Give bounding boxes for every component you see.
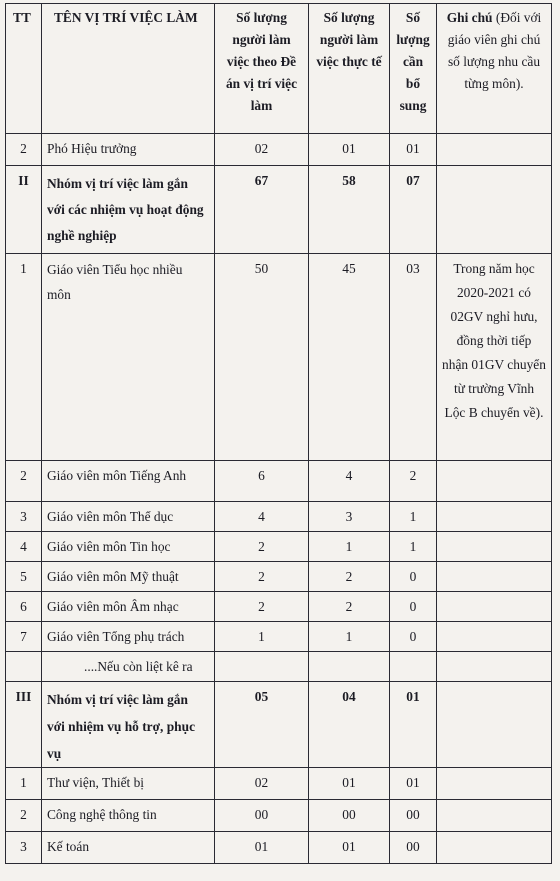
row-planned: 67 (215, 166, 309, 254)
row-tt: 7 (6, 622, 42, 652)
row-supplement: 03 (390, 254, 437, 461)
row-supplement: 0 (390, 592, 437, 622)
table-header-row (6, 4, 552, 134)
row-name: Kế toán (42, 832, 215, 864)
row-tt: 6 (6, 592, 42, 622)
row-actual: 2 (309, 562, 390, 592)
row-note (437, 768, 552, 800)
header-position-name: TÊN VỊ TRÍ VIỆC LÀM (42, 4, 215, 134)
table-row (6, 532, 552, 562)
table-row (6, 832, 552, 864)
row-actual: 45 (309, 254, 390, 461)
row-planned: 1 (215, 622, 309, 652)
row-tt: 2 (6, 134, 42, 166)
row-note (437, 800, 552, 832)
row-supplement: 1 (390, 532, 437, 562)
row-supplement: 01 (390, 134, 437, 166)
row-supplement (390, 652, 437, 682)
header-actual: Số lượng người làm việc thực tế (309, 4, 390, 134)
row-planned: 2 (215, 592, 309, 622)
row-note: Trong năm học 2020-2021 có 02GV nghỉ hưu, đồng thời tiếp nhận 01GV chuyển từ trường Vĩnh Lộc B chuyển về). (437, 254, 552, 461)
table-row (6, 768, 552, 800)
header-supplement: Số lượng cần bổ sung (390, 4, 437, 134)
table-row (6, 652, 552, 682)
row-note (437, 652, 552, 682)
row-tt (6, 652, 42, 682)
row-actual: 01 (309, 768, 390, 800)
row-name: Giáo viên môn Tin học (42, 532, 215, 562)
row-note (437, 134, 552, 166)
row-planned: 6 (215, 461, 309, 502)
row-supplement: 1 (390, 502, 437, 532)
table-row (6, 254, 552, 461)
row-tt: 4 (6, 532, 42, 562)
row-supplement: 0 (390, 562, 437, 592)
row-actual: 4 (309, 461, 390, 502)
header-note (437, 4, 552, 134)
row-supplement: 2 (390, 461, 437, 502)
row-name: Nhóm vị trí việc làm gắn với các nhiệm vụ hoạt động nghề nghiệp (42, 166, 215, 254)
table-row (6, 134, 552, 166)
row-actual: 01 (309, 832, 390, 864)
row-tt: III (6, 682, 42, 768)
row-name: Giáo viên môn Mỹ thuật (42, 562, 215, 592)
row-actual: 1 (309, 532, 390, 562)
row-name: Nhóm vị trí việc làm gắn với nhiệm vụ hỗ trợ, phục vụ (42, 682, 215, 768)
row-note (437, 592, 552, 622)
row-note (437, 832, 552, 864)
row-name: Giáo viên Tổng phụ trách (42, 622, 215, 652)
row-note (437, 562, 552, 592)
header-planned: Số lượng người làm việc theo Đề án vị trí việc làm (215, 4, 309, 134)
row-planned: 2 (215, 562, 309, 592)
row-planned: 01 (215, 832, 309, 864)
row-planned: 2 (215, 532, 309, 562)
row-tt: 1 (6, 254, 42, 461)
row-tt: 5 (6, 562, 42, 592)
row-tt: 2 (6, 461, 42, 502)
row-tt: 1 (6, 768, 42, 800)
table-row (6, 461, 552, 502)
row-actual: 3 (309, 502, 390, 532)
row-supplement: 0 (390, 622, 437, 652)
row-planned (215, 652, 309, 682)
row-tt: 2 (6, 800, 42, 832)
row-note (437, 682, 552, 768)
row-supplement: 07 (390, 166, 437, 254)
row-name: Giáo viên môn Tiếng Anh (42, 461, 215, 502)
row-tt: 3 (6, 502, 42, 532)
row-planned: 02 (215, 768, 309, 800)
table-row (6, 800, 552, 832)
row-planned: 02 (215, 134, 309, 166)
row-name: Thư viện, Thiết bị (42, 768, 215, 800)
table-row (6, 622, 552, 652)
row-name: Giáo viên môn Thể dục (42, 502, 215, 532)
row-planned: 00 (215, 800, 309, 832)
row-actual: 04 (309, 682, 390, 768)
row-supplement: 00 (390, 832, 437, 864)
staffing-table (5, 3, 552, 864)
row-planned: 50 (215, 254, 309, 461)
row-name: ....Nếu còn liệt kê ra (42, 652, 215, 682)
row-planned: 05 (215, 682, 309, 768)
table-row (6, 502, 552, 532)
header-note-bold: Ghi chú (446, 10, 493, 25)
row-actual: 1 (309, 622, 390, 652)
table-row (6, 682, 552, 768)
table-row (6, 166, 552, 254)
row-supplement: 01 (390, 768, 437, 800)
header-tt: TT (6, 4, 42, 134)
row-actual: 01 (309, 134, 390, 166)
row-supplement: 00 (390, 800, 437, 832)
row-tt: 3 (6, 832, 42, 864)
row-note (437, 461, 552, 502)
table-row (6, 562, 552, 592)
row-actual: 00 (309, 800, 390, 832)
table-row (6, 592, 552, 622)
row-actual (309, 652, 390, 682)
row-name: Công nghệ thông tin (42, 800, 215, 832)
row-name: Giáo viên Tiểu học nhiều môn (42, 254, 215, 461)
row-note (437, 502, 552, 532)
row-note (437, 166, 552, 254)
row-note (437, 622, 552, 652)
row-note (437, 532, 552, 562)
row-planned: 4 (215, 502, 309, 532)
row-supplement: 01 (390, 682, 437, 768)
row-actual: 2 (309, 592, 390, 622)
row-name: Phó Hiệu trưởng (42, 134, 215, 166)
header-note-rest: (Đối với giáo viên ghi chú số lượng nhu cầu từng môn). (447, 10, 542, 91)
row-actual: 58 (309, 166, 390, 254)
row-name: Giáo viên môn Âm nhạc (42, 592, 215, 622)
row-tt: II (6, 166, 42, 254)
